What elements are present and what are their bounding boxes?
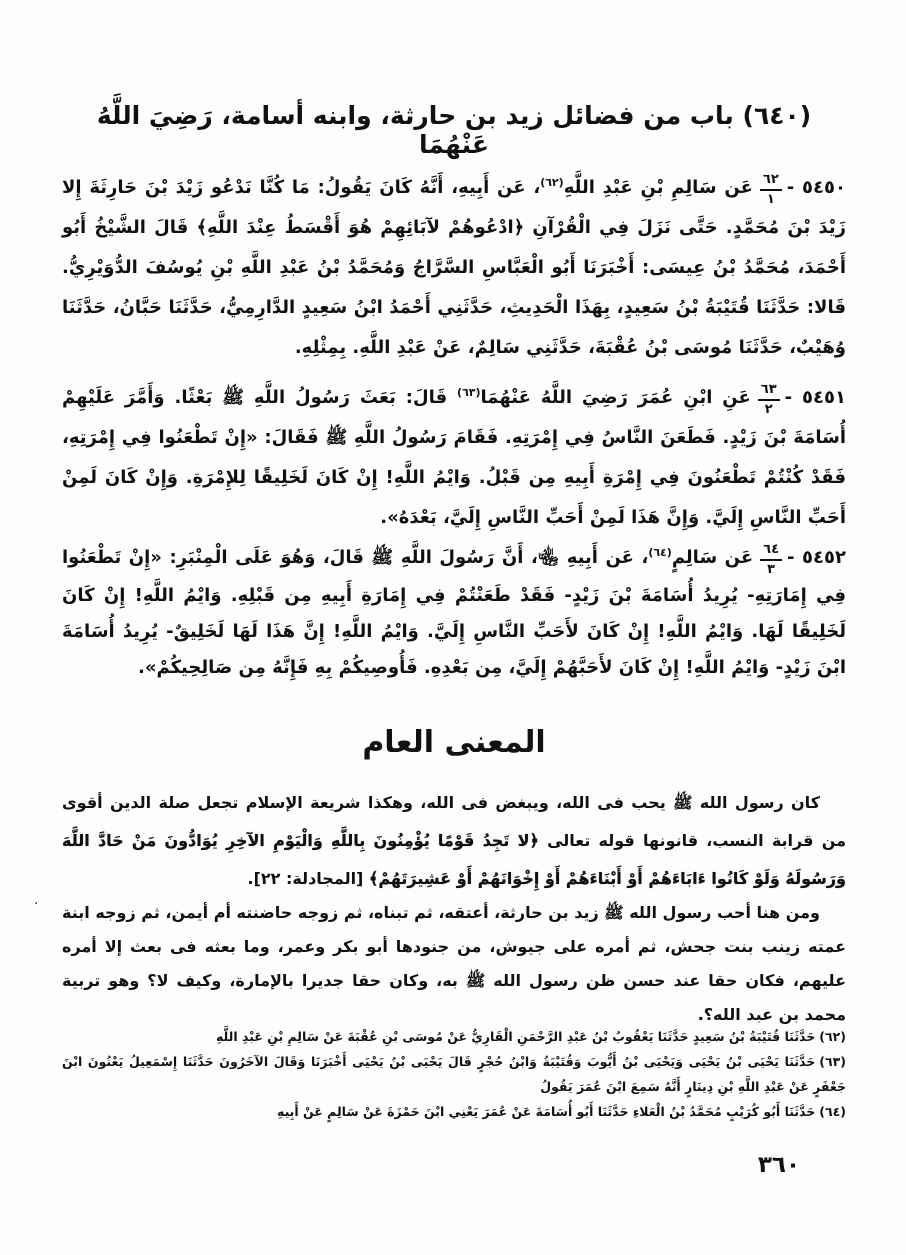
seq-denominator: ٣	[767, 562, 776, 577]
scan-artifact-dot: ·	[34, 896, 39, 912]
footnote-text: حَدَّثَنَا يَحْيَى بْنُ يَحْيَى وَيَحْيَى بْنُ أَيُّوبَ وَقُتَيْبَةُ وَابْنُ حُجْرٍ قَالَ يَحْيَى بْنُ يَحْيَى أَخْبَرَنَا وَقَالَ الآخَرُونَ حَدَّثَنَا إِسْمَعِيلُ يَعْنُونَ ابْنَ جَعْفَرٍ عَنْ عَبْدِ اللَّهِ بْنِ دِينَارٍ أَنَّهُ سَمِعَ ابْنَ عُمَرَ يَقُولُ	[62, 1054, 846, 1094]
footnote-ref-marker: (٦٤)	[648, 546, 672, 559]
seq-numerator: ٦٢	[760, 172, 782, 191]
footnotes-block	[62, 1024, 846, 1124]
hadith-seq-fraction	[758, 382, 780, 417]
footnote-marker: (٦٢)	[819, 1029, 846, 1044]
seq-numerator: ٦٣	[758, 382, 780, 401]
chapter-title: (٦٤٠) باب من فضائل زيد بن حارثة، وابنه أسامة، رَضِيَ اللَّهُ عَنْهُمَا	[96, 100, 812, 159]
footnote-marker: (٦٣)	[819, 1054, 846, 1069]
hadith-number: ٥٤٥١ -	[784, 387, 846, 408]
hadith-paragraph-5450	[62, 168, 846, 368]
hadith-isnad: عَن سَالِمِ بْنِ عَبْدِ اللَّهِ	[563, 177, 753, 198]
hadith-paragraph-5451	[62, 378, 846, 538]
quran-verse: ﴿لا تَجِدُ قَوْمًا يُؤْمِنُونَ بِاللَّهِ وَالْيَوْمِ الآخِرِ يُوَادُّونَ مَنْ حَادَّ اللَّهَ وَرَسُولَهُ وَلَوْ كَانُوا ءَابَاءَهُمْ أَوْ أَبْنَاءَهُمْ أَوْ إِخْوَانَهُمْ أَوْ عَشِيرَتَهُمْ﴾	[62, 831, 846, 888]
hadith-seq-fraction	[760, 542, 782, 577]
hadith-isnad: عَنِ ابْنِ عُمَرَ رَضِيَ اللَّهُ عَنْهُمَا	[480, 387, 751, 408]
hadith-text: ، عَن أَبِيهِ ﵄، أَنَّ رَسُولَ اللَّهِ ﷺ قَالَ، وَهُوَ عَلَى الْمِنْبَرِ: «إِنْ تَطْعَنُوا فِي إِمَارَتِهِ- يُرِيدُ أُسَامَةَ بْنَ زَيْدٍ- فَقَدْ طَعَنْتُمْ فِي إِمَارَةِ أَبِيهِ مِن قَبْلِهِ. وَايْمُ اللَّهِ! إِنْ كَانَ لَخَلِيقًا لَهَا. وَايْمُ اللَّهِ! إِنْ كَانَ لأَحَبِّ النَّاسِ إِلَيَّ. وَايْمُ اللَّهِ! إِنَّ هَذَا لَهَا لَخَلِيقٌ- يُرِيدُ أُسَامَةَ ابْنَ زَيْدٍ- وَايْمُ اللَّهِ! إِنْ كَانَ لأَحَبَّهُمْ إِلَيَّ، مِن بَعْدِهِ. فَأُوصِيكُمْ بِهِ فَإِنَّهُ مِن صَالِحِيكُمْ».	[62, 547, 846, 678]
hadith-seq-fraction	[760, 172, 782, 207]
seq-denominator: ١	[766, 192, 775, 207]
footnote-text: حَدَّثَنَا قُتَيْبَةُ بْنُ سَعِيدٍ حَدَّثَنَا يَعْقُوبُ بْنُ عَبْدِ الرَّحْمَنِ الْقَارِيُّ عَنْ مُوسَى بْنِ عُقْبَةَ عَنْ سَالِمِ بْنِ عَبْدِ اللَّهِ	[215, 1029, 816, 1044]
meaning-text: كان رسول الله ﷺ يحب فى الله، ويبغض فى الله، وهكذا شريعة الإسلام تجعل صلة الدين أقوى من قرابة النسب، قانونها قوله تعالى	[62, 793, 847, 850]
hadith-number: ٥٤٥٠ -	[786, 177, 846, 198]
hadith-number: ٥٤٥٢ -	[787, 547, 846, 568]
hadith-text: ، عَن أَبِيهِ، أَنَّهُ كَانَ يَقُولُ: مَا كُنَّا نَدْعُو زَيْدَ بْنَ حَارِثَةَ إِلا زَيْدَ بْنَ مُحَمَّدٍ. حَتَّى نَزَلَ فِي الْقُرْآنِ ﴿ادْعُوهُمْ لآبَائِهِمْ هُوَ أَقْسَطُ عِنْدَ اللَّهِ﴾ قَالَ الشَّيْخُ أَبُو أَحْمَدَ، مُحَمَّدُ بْنُ عِيسَى: أَخْبَرَنَا أَبُو الْعَبَّاسِ السَّرَّاجُ وَمُحَمَّدُ بْنُ عَبْدِ اللَّهِ بْنِ يُوسُفَ الدُّوَيْرِيُّ. قَالا: حَدَّثَنَا قُتَيْبَةُ بْنُ سَعِيدٍ، بِهَذَا الْحَدِيثِ، حَدَّثَنِي أَحْمَدُ ابْنُ سَعِيدٍ الدَّارِمِيُّ، حَدَّثَنَا حَبَّانُ، حَدَّثَنَا وُهَيْبٌ، حَدَّثَنَا مُوسَى بْنُ عُقْبَةَ، حَدَّثَنِي سَالِمٌ، عَنْ عَبْدِ اللَّهِ. بِمِثْلِهِ.	[62, 177, 846, 358]
footnote-ref-marker: (٦٣)	[457, 386, 481, 399]
meaning-paragraph-1	[62, 784, 846, 898]
hadith-isnad: عَن سَالِمٍ	[671, 547, 754, 568]
footnote-ref-marker: (٦٢)	[540, 176, 564, 189]
hadith-text: قَالَ: بَعَثَ رَسُولُ اللَّهِ ﷺ بَعْثًا. وَأَمَّرَ عَلَيْهِمْ أُسَامَةَ بْنَ زَيْدٍ. فَطَعَنَ النَّاسُ فِي إِمْرَتِهِ. فَقَامَ رَسُولُ اللَّهِ ﷺ فَقَالَ: «إِنْ تَطْعَنُوا فِي إِمْرَتِهِ، فَقَدْ كُنْتُمْ تَطْعَنُونَ فِي إِمْرَةِ أَبِيهِ مِن قَبْلُ. وَايْمُ اللَّهِ! إِنْ كَانَ لَخَلِيقًا لِلإِمْرَةِ. وَإِنْ كَانَ لَمِنْ أَحَبِّ النَّاسِ إِلَيَّ. وَإِنَّ هَذَا لَمِنْ أَحَبِّ النَّاسِ إِلَيَّ، بَعْدَهُ».	[62, 387, 846, 528]
hadith-paragraph-5452	[62, 540, 846, 686]
seq-denominator: ٢	[764, 402, 773, 417]
page-number: ٣٦٠	[757, 1152, 800, 1178]
meaning-paragraph-2: ومن هنا أحب رسول الله ﷺ زيد بن حارثة، أعتقه، ثم تبناه، ثم زوجه حاضنته أم أيمن، ثم زوجه ابنة عمته زينب بنت جحش، ثم أمره على جيوش، من جنودها أبو بكر وعمر، وما بعثه فى بعث إلا أمره عليهم، فكان حقا عند حسن ظن رسول الله ﷺ به، وكان حقا جديرا بالإمارة، وكيف لا؟ وهو تربية محمد بن عبد الله؟.	[62, 903, 846, 1024]
footnote-63	[62, 1049, 846, 1099]
footnote-62	[62, 1024, 846, 1049]
footnote-text: حَدَّثَنَا أَبُو كُرَيْبٍ مُحَمَّدُ بْنُ الْعَلاءِ حَدَّثَنَا أَبُو أُسَامَةَ عَنْ عُمَرَ يَعْنِي ابْنَ حَمْزَةَ عَنْ سَالِمٍ عَنْ أَبِيهِ	[277, 1104, 816, 1119]
section-header-general-meaning: المعنى العام	[362, 724, 546, 760]
seq-numerator: ٦٤	[760, 542, 782, 561]
verse-citation: [المجادلة: ٢٢].	[247, 869, 369, 888]
footnote-64	[62, 1099, 846, 1124]
footnote-marker: (٦٤)	[819, 1104, 846, 1119]
